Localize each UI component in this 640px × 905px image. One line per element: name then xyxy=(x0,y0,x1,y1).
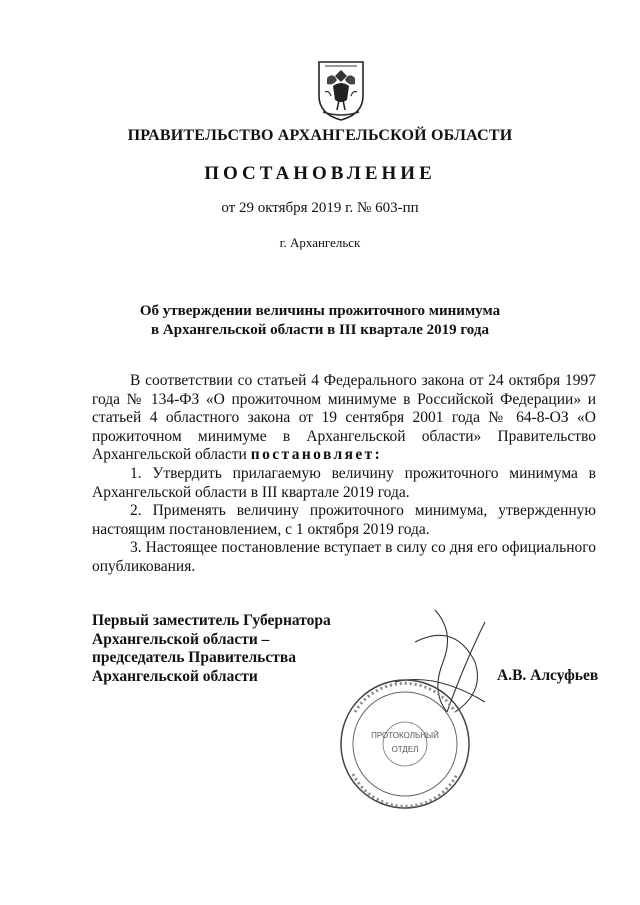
signatory-position xyxy=(92,612,331,686)
item-2: 2. Применять величину прожиточного минимума, утвержденную настоящим постановлением, с 1 октября 2019 года. xyxy=(92,502,596,538)
coat-of-arms-emblem xyxy=(313,56,369,122)
title-line-1: Об утверждении величины прожиточного минимума xyxy=(139,303,501,319)
item-1: 1. Утвердить прилагаемую величину прожиточного минимума в Архангельской области в III квартале 2019 года. xyxy=(92,464,596,501)
document-type-heading: ПОСТАНОВЛЕНИЕ xyxy=(204,163,436,184)
signatory-line-4: Архангельской области xyxy=(92,667,258,685)
stamp-text-2: ОТДЕЛ xyxy=(391,745,419,754)
date-and-number: от 29 октября 2019 г. № 603-пп xyxy=(221,200,419,216)
intro-paragraph xyxy=(92,372,596,465)
city-name: г. Архангельск xyxy=(279,235,361,250)
official-stamp-and-signature xyxy=(335,602,515,822)
signatory-line-1: Первый заместитель Губернатора xyxy=(92,612,331,629)
signatory-name: А.В. Алсуфьев xyxy=(497,667,599,684)
signatory-line-2: Архангельской области – xyxy=(92,630,270,648)
government-name: ПРАВИТЕЛЬСТВО АРХАНГЕЛЬСКОЙ ОБЛАСТИ xyxy=(127,127,513,144)
title-line-2: в Архангельской области в III квартале 2019 года xyxy=(151,322,489,338)
signatory-line-3: председатель Правительства xyxy=(92,649,296,667)
intro-text: В соответствии со статьей 4 Федерального закона от 24 октября 1997 года № 134-ФЗ «О прожиточном минимуме в Российской Федерации» и статьей 4 областного закона от 19 сентября 2001 года № 64-8-ОЗ «О прожиточном минимуме в Архангельской области» Правительство Архангельской области xyxy=(92,372,596,464)
document-title xyxy=(0,302,640,340)
item-3: 3. Настоящее постановление вступает в силу со дня его официального опубликования. xyxy=(92,539,596,575)
document-body xyxy=(92,372,596,577)
stamp-text-1: ПРОТОКОЛЬНЫЙ xyxy=(371,731,439,740)
decree-word: постановляет: xyxy=(250,446,383,464)
